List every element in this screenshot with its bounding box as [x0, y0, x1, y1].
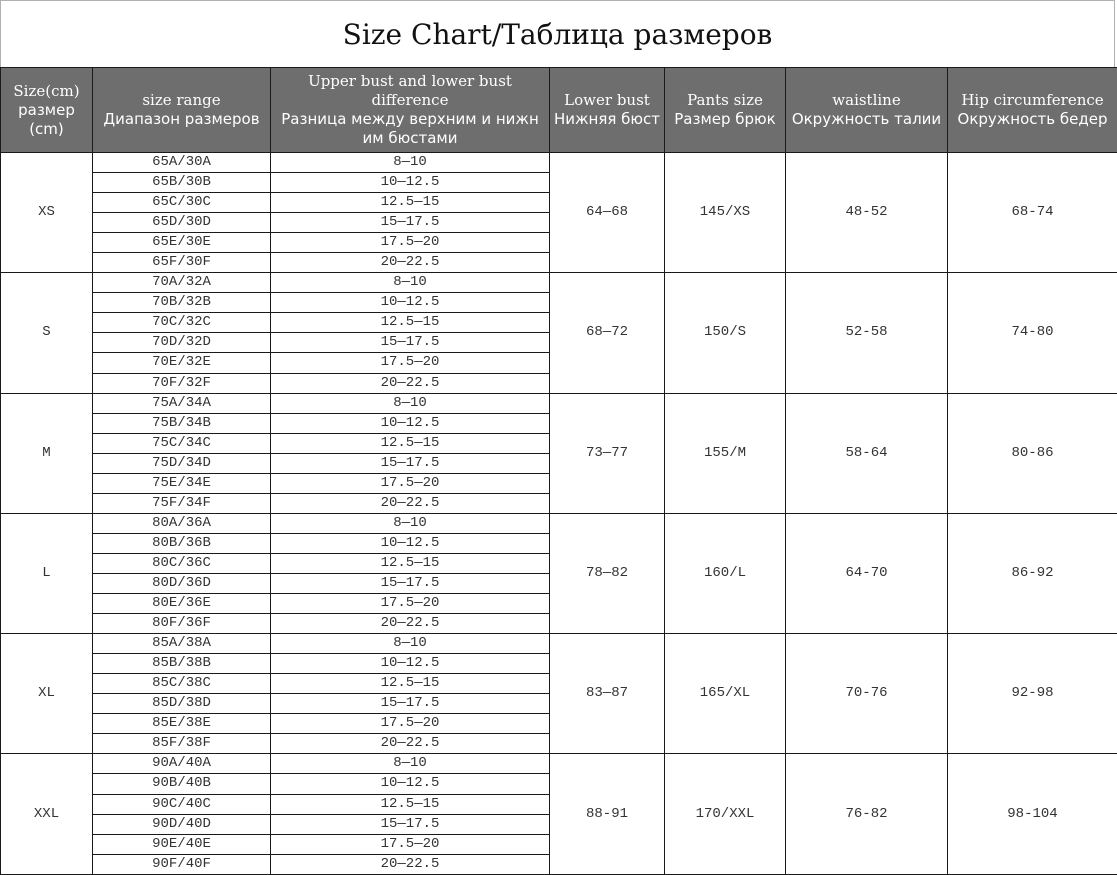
- size-range-cell: 90B/40B: [93, 774, 271, 794]
- bust-difference-cell: 15—17.5: [271, 453, 550, 473]
- bust-difference-cell: 12.5—15: [271, 433, 550, 453]
- size-range-cell: 75F/34F: [93, 493, 271, 513]
- header-hip-ru: Окружность бедер: [957, 110, 1108, 128]
- hip-cell: 80-86: [948, 393, 1117, 513]
- lower-bust-cell: 83—87: [550, 634, 665, 754]
- size-range-cell: 80A/36A: [93, 513, 271, 533]
- bust-difference-cell: 20—22.5: [271, 493, 550, 513]
- header-size-range-en: size range: [142, 91, 221, 109]
- pants-size-cell: 170/XXL: [665, 754, 786, 875]
- header-pants-size-ru: Размер брюк: [674, 110, 776, 128]
- size-range-cell: 75A/34A: [93, 393, 271, 413]
- header-pants-size-en: Pants size: [687, 91, 763, 109]
- bust-difference-cell: 8—10: [271, 153, 550, 173]
- size-range-cell: 80B/36B: [93, 533, 271, 553]
- lower-bust-cell: 73—77: [550, 393, 665, 513]
- header-waistline: [786, 68, 948, 153]
- table-row: [1, 393, 1117, 413]
- size-cell: M: [1, 393, 93, 513]
- bust-difference-cell: 10—12.5: [271, 413, 550, 433]
- size-range-cell: 65C/30C: [93, 193, 271, 213]
- bust-difference-cell: 8—10: [271, 754, 550, 774]
- header-size-range: [93, 68, 271, 153]
- header-size-en: Size(cm): [13, 81, 80, 100]
- pants-size-cell: 155/M: [665, 393, 786, 513]
- hip-cell: 98-104: [948, 754, 1117, 875]
- waistline-cell: 58-64: [786, 393, 948, 513]
- size-range-cell: 70E/32E: [93, 353, 271, 373]
- size-range-cell: 70C/32C: [93, 313, 271, 333]
- size-range-cell: 80F/36F: [93, 614, 271, 634]
- size-range-cell: 85B/38B: [93, 654, 271, 674]
- size-range-cell: 85D/38D: [93, 694, 271, 714]
- header-size: [1, 68, 93, 153]
- header-pants-size: [665, 68, 786, 153]
- table-row: [1, 153, 1117, 173]
- size-range-cell: 70D/32D: [93, 333, 271, 353]
- hip-cell: 68-74: [948, 153, 1117, 273]
- waistline-cell: 52-58: [786, 273, 948, 393]
- size-range-cell: 65D/30D: [93, 213, 271, 233]
- bust-difference-cell: 15—17.5: [271, 814, 550, 834]
- bust-difference-cell: 15—17.5: [271, 694, 550, 714]
- size-range-cell: 65F/30F: [93, 253, 271, 273]
- hip-cell: 92-98: [948, 634, 1117, 754]
- table-row: [1, 634, 1117, 654]
- pants-size-cell: 160/L: [665, 513, 786, 633]
- size-range-cell: 75C/34C: [93, 433, 271, 453]
- bust-difference-cell: 12.5—15: [271, 193, 550, 213]
- size-range-cell: 85E/38E: [93, 714, 271, 734]
- header-row: [1, 68, 1117, 153]
- size-range-cell: 80D/36D: [93, 573, 271, 593]
- bust-difference-cell: 15—17.5: [271, 213, 550, 233]
- table-row: [1, 513, 1117, 533]
- bust-difference-cell: 20—22.5: [271, 253, 550, 273]
- header-lower-bust-en: Lower bust: [564, 91, 650, 109]
- bust-difference-cell: 17.5—20: [271, 473, 550, 493]
- lower-bust-cell: 68—72: [550, 273, 665, 393]
- waistline-cell: 76-82: [786, 754, 948, 875]
- size-range-cell: 70B/32B: [93, 293, 271, 313]
- bust-difference-cell: 17.5—20: [271, 714, 550, 734]
- bust-difference-cell: 17.5—20: [271, 233, 550, 253]
- bust-difference-cell: 20—22.5: [271, 734, 550, 754]
- header-size-ru: размер (cm): [18, 100, 75, 138]
- size-table: [0, 67, 1117, 875]
- size-range-cell: 75D/34D: [93, 453, 271, 473]
- lower-bust-cell: 64—68: [550, 153, 665, 273]
- size-cell: XS: [1, 153, 93, 273]
- header-lower-bust-ru: Нижняя бюст: [553, 110, 661, 128]
- bust-difference-cell: 8—10: [271, 634, 550, 654]
- size-range-cell: 65E/30E: [93, 233, 271, 253]
- size-range-cell: 80C/36C: [93, 553, 271, 573]
- bust-difference-cell: 8—10: [271, 513, 550, 533]
- waistline-cell: 48-52: [786, 153, 948, 273]
- size-range-cell: 75B/34B: [93, 413, 271, 433]
- bust-difference-cell: 10—12.5: [271, 533, 550, 553]
- waistline-cell: 70-76: [786, 634, 948, 754]
- size-range-cell: 75E/34E: [93, 473, 271, 493]
- size-cell: S: [1, 273, 93, 393]
- chart-title: Size Chart/Таблица размеров: [0, 0, 1115, 67]
- header-lower-bust: [550, 68, 665, 153]
- table-row: [1, 754, 1117, 774]
- pants-size-cell: 150/S: [665, 273, 786, 393]
- size-range-cell: 85F/38F: [93, 734, 271, 754]
- table-body: [1, 153, 1117, 875]
- bust-difference-cell: 10—12.5: [271, 173, 550, 193]
- bust-difference-cell: 17.5—20: [271, 594, 550, 614]
- lower-bust-cell: 88-91: [550, 754, 665, 875]
- header-hip: [948, 68, 1117, 153]
- pants-size-cell: 165/XL: [665, 634, 786, 754]
- bust-difference-cell: 8—10: [271, 393, 550, 413]
- size-range-cell: 65A/30A: [93, 153, 271, 173]
- bust-difference-cell: 15—17.5: [271, 573, 550, 593]
- size-range-cell: 85C/38C: [93, 674, 271, 694]
- lower-bust-cell: 78—82: [550, 513, 665, 633]
- size-range-cell: 65B/30B: [93, 173, 271, 193]
- bust-difference-cell: 10—12.5: [271, 654, 550, 674]
- waistline-cell: 64-70: [786, 513, 948, 633]
- bust-difference-cell: 12.5—15: [271, 553, 550, 573]
- header-waistline-ru: Окружность талии: [791, 110, 942, 128]
- hip-cell: 74-80: [948, 273, 1117, 393]
- size-range-cell: 90C/40C: [93, 794, 271, 814]
- pants-size-cell: 145/XS: [665, 153, 786, 273]
- bust-difference-cell: 17.5—20: [271, 834, 550, 854]
- bust-difference-cell: 15—17.5: [271, 333, 550, 353]
- size-cell: XXL: [1, 754, 93, 875]
- table-row: [1, 273, 1117, 293]
- size-cell: L: [1, 513, 93, 633]
- bust-difference-cell: 10—12.5: [271, 774, 550, 794]
- size-range-cell: 90D/40D: [93, 814, 271, 834]
- header-hip-en: Hip circumference: [961, 91, 1104, 109]
- size-cell: XL: [1, 634, 93, 754]
- bust-difference-cell: 20—22.5: [271, 854, 550, 874]
- header-bust-difference-en: Upper bust and lower bust difference: [308, 72, 512, 109]
- bust-difference-cell: 17.5—20: [271, 353, 550, 373]
- header-bust-difference-ru: Разница между верхним и нижн им бюстами: [281, 110, 539, 147]
- bust-difference-cell: 8—10: [271, 273, 550, 293]
- size-range-cell: 70A/32A: [93, 273, 271, 293]
- header-bust-difference: [271, 68, 550, 153]
- bust-difference-cell: 12.5—15: [271, 794, 550, 814]
- bust-difference-cell: 20—22.5: [271, 373, 550, 393]
- size-range-cell: 90A/40A: [93, 754, 271, 774]
- bust-difference-cell: 20—22.5: [271, 614, 550, 634]
- header-waistline-en: waistline: [832, 91, 901, 109]
- hip-cell: 86-92: [948, 513, 1117, 633]
- size-range-cell: 70F/32F: [93, 373, 271, 393]
- bust-difference-cell: 10—12.5: [271, 293, 550, 313]
- size-range-cell: 90E/40E: [93, 834, 271, 854]
- size-range-cell: 80E/36E: [93, 594, 271, 614]
- size-range-cell: 85A/38A: [93, 634, 271, 654]
- size-range-cell: 90F/40F: [93, 854, 271, 874]
- bust-difference-cell: 12.5—15: [271, 674, 550, 694]
- bust-difference-cell: 12.5—15: [271, 313, 550, 333]
- header-size-range-ru: Диапазон размеров: [103, 110, 260, 128]
